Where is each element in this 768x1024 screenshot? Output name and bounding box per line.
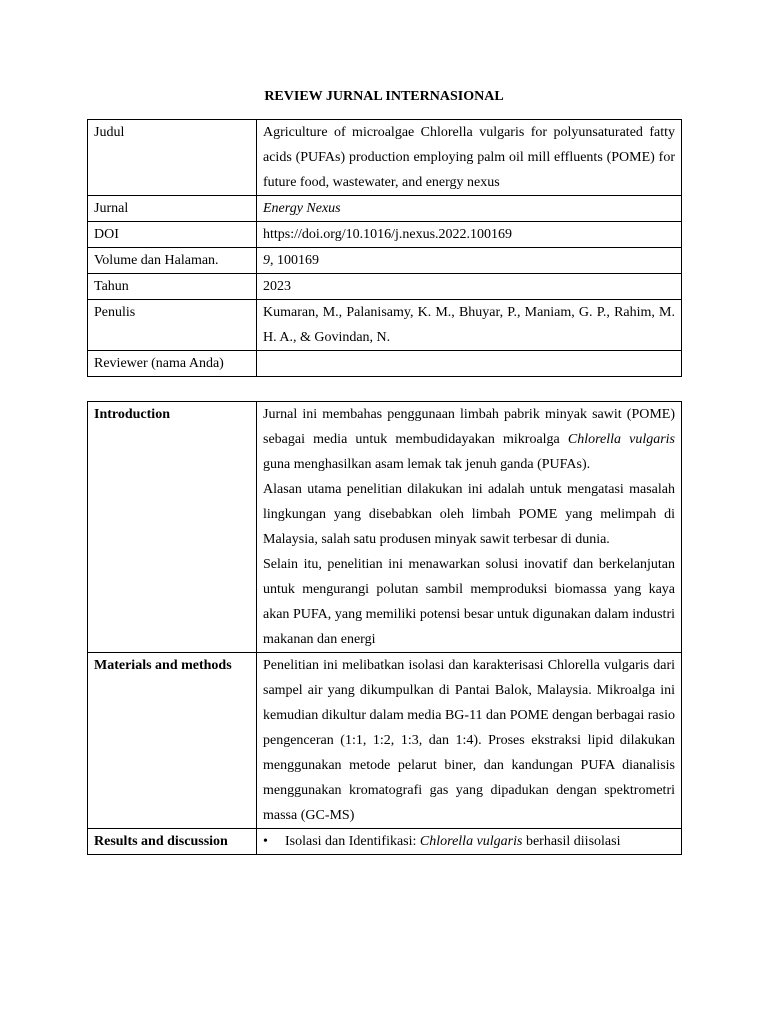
intro-p1-text-a: Jurnal ini membahas penggunaan limbah pabrik minyak sawit (POME) sebagai media untuk membudidayakan mikroalga — [263, 407, 675, 447]
row-volume — [88, 248, 682, 274]
jurnal-name: Energy Nexus — [263, 201, 341, 216]
doi-label: DOI — [88, 222, 257, 248]
results-label: Results and discussion — [88, 829, 257, 855]
results-bullet-item — [263, 829, 675, 854]
jurnal-label: Jurnal — [88, 196, 257, 222]
methods-label: Materials and methods — [88, 653, 257, 829]
results-bullet-text-b: berhasil diisolasi — [522, 834, 621, 849]
reviewer-label: Reviewer (nama Anda) — [88, 351, 257, 377]
reviewer-value — [257, 351, 682, 377]
volume-value — [257, 248, 682, 274]
doi-value: https://doi.org/10.1016/j.nexus.2022.100169 — [257, 222, 682, 248]
introduction-paragraph-3: Selain itu, penelitian ini menawarkan solusi inovatif dan berkelanjutan untuk mengurangi polutan sambil memproduksi biomassa yang kaya akan PUFA, yang memiliki potensi besar untuk digunakan dalam industri makanan dan energi — [263, 557, 675, 647]
row-introduction — [88, 402, 682, 653]
intro-p1-text-b: guna menghasilkan asam lemak tak jenuh ganda (PUFAs). — [263, 457, 591, 472]
row-jurnal — [88, 196, 682, 222]
row-judul — [88, 120, 682, 196]
row-tahun — [88, 274, 682, 300]
row-reviewer — [88, 351, 682, 377]
bullet-icon: • — [263, 834, 268, 849]
tahun-value: 2023 — [257, 274, 682, 300]
volume-label: Volume dan Halaman. — [88, 248, 257, 274]
volume-pages: , 100169 — [270, 253, 319, 268]
row-methods — [88, 653, 682, 829]
penulis-label: Penulis — [88, 300, 257, 351]
judul-label: Judul — [88, 120, 257, 196]
journal-info-table — [87, 119, 682, 377]
document-title: REVIEW JURNAL INTERNASIONAL — [264, 89, 504, 104]
introduction-paragraph-2: Alasan utama penelitian dilakukan ini adalah untuk mengatasi masalah lingkungan yang disebabkan oleh limbah POME yang melimpah di Malaysia, salah satu produsen minyak sawit terbesar di dunia. — [263, 482, 675, 547]
volume-number: 9 — [263, 253, 270, 268]
introduction-paragraph-1 — [263, 402, 675, 477]
tahun-label: Tahun — [88, 274, 257, 300]
jurnal-value — [257, 196, 682, 222]
row-penulis — [88, 300, 682, 351]
introduction-label: Introduction — [88, 402, 257, 653]
results-bullet-text — [285, 829, 675, 854]
judul-value: Agriculture of microalgae Chlorella vulgaris for polyunsaturated fatty acids (PUFAs) production employing palm oil mill effluents (POME) for future food, wastewater, and energy nexus — [257, 120, 682, 196]
row-results — [88, 829, 682, 855]
results-content — [257, 829, 682, 855]
results-bullet-species: Chlorella vulgaris — [419, 834, 523, 849]
intro-p1-species: Chlorella vulgaris — [567, 432, 675, 447]
introduction-content — [257, 402, 682, 653]
methods-content: Penelitian ini melibatkan isolasi dan karakterisasi Chlorella vulgaris dari sampel air yang dikumpulkan di Pantai Balok, Malaysia. Mikroalga ini kemudian dikultur dalam media BG-11 dan POME dengan berbagai rasio pengenceran (1:1, 1:2, 1:3, dan 1:4). Proses ekstraksi lipid dilakukan menggunakan metode pelarut biner, dan kandungan PUFA dianalisis menggunakan kromatografi gas yang dipadukan dengan spektrometri massa (GC-MS) — [257, 653, 682, 829]
penulis-value: Kumaran, M., Palanisamy, K. M., Bhuyar, P., Maniam, G. P., Rahim, M. H. A., & Govindan, N. — [257, 300, 682, 351]
review-sections-table — [87, 401, 682, 855]
results-bullet-text-a: Isolasi dan Identifikasi: — [285, 834, 420, 849]
row-doi — [88, 222, 682, 248]
